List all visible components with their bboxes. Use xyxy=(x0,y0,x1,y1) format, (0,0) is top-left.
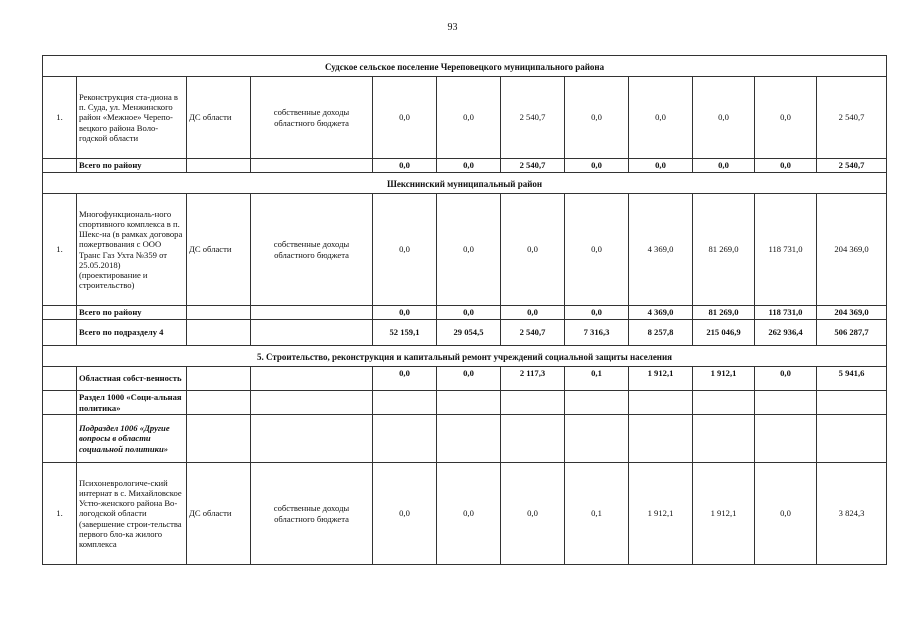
value-cell: 1 912,1 xyxy=(693,367,755,391)
section-header-social: 5. Строительство, реконструкция и капитальный ремонт учреждений социальной защиты населения xyxy=(43,346,887,367)
total-label: Всего по району xyxy=(77,306,187,320)
value-cell: 29 054,5 xyxy=(437,320,501,346)
value-cell: 0,0 xyxy=(437,463,501,565)
value-cell: 0,0 xyxy=(501,194,565,306)
value-cell: 0,1 xyxy=(565,367,629,391)
value-cell: 0,0 xyxy=(373,463,437,565)
value-cell: 0,0 xyxy=(373,367,437,391)
total-row xyxy=(43,159,887,173)
value-cell: 0,0 xyxy=(437,77,501,159)
value-cell: 0,0 xyxy=(629,77,693,159)
razdel-row xyxy=(43,391,887,415)
object-name: Многофункциональ-ного спортивного комплекса в п. Шекс-на (в рамках договора пожертвования с ООО Транс Газ Ухта №359 от 25.05.2018) (проектирование и строительство) xyxy=(77,194,187,306)
value-cell: 118 731,0 xyxy=(755,194,817,306)
value-cell: 262 936,4 xyxy=(755,320,817,346)
value-cell: 8 257,8 xyxy=(629,320,693,346)
funding-kind: собственные доходы областного бюджета xyxy=(251,194,373,306)
section-header-sheksna: Шекснинский муниципальный район xyxy=(43,173,887,194)
table-row xyxy=(43,463,887,565)
value-cell: 0,0 xyxy=(437,159,501,173)
podrazdel-label: Подраздел 1006 «Другие вопросы в области социальной политики» xyxy=(77,415,187,463)
funding-source: ДС области xyxy=(187,77,251,159)
podrazdel-row xyxy=(43,415,887,463)
value-cell: 81 269,0 xyxy=(693,194,755,306)
section-header-suda: Судское сельское поселение Череповецкого муниципального района xyxy=(43,56,887,77)
value-cell: 118 731,0 xyxy=(755,306,817,320)
table-row xyxy=(43,77,887,159)
value-cell: 0,1 xyxy=(565,463,629,565)
value-cell: 0,0 xyxy=(565,194,629,306)
value-cell: 1 912,1 xyxy=(693,463,755,565)
value-cell: 0,0 xyxy=(373,194,437,306)
value-cell: 2 540,7 xyxy=(817,77,887,159)
value-cell: 0,0 xyxy=(501,306,565,320)
value-cell: 7 316,3 xyxy=(565,320,629,346)
value-cell: 204 369,0 xyxy=(817,306,887,320)
value-cell: 5 941,6 xyxy=(817,367,887,391)
funding-source: ДС области xyxy=(187,463,251,565)
subsection-total-label: Всего по подразделу 4 xyxy=(77,320,187,346)
value-cell: 4 369,0 xyxy=(629,194,693,306)
value-cell: 0,0 xyxy=(373,159,437,173)
value-cell: 2 540,7 xyxy=(501,320,565,346)
value-cell: 2 540,7 xyxy=(501,159,565,173)
value-cell: 506 287,7 xyxy=(817,320,887,346)
row-index: 1. xyxy=(43,194,77,306)
table-row xyxy=(43,194,887,306)
value-cell: 0,0 xyxy=(755,463,817,565)
funding-kind: собственные доходы областного бюджета xyxy=(251,463,373,565)
value-cell: 0,0 xyxy=(565,306,629,320)
value-cell: 204 369,0 xyxy=(817,194,887,306)
razdel-label: Раздел 1000 «Соци-альная политика» xyxy=(77,391,187,415)
value-cell: 2 540,7 xyxy=(501,77,565,159)
funding-kind: собственные доходы областного бюджета xyxy=(251,77,373,159)
value-cell: 0,0 xyxy=(693,77,755,159)
value-cell: 0,0 xyxy=(373,77,437,159)
total-row xyxy=(43,306,887,320)
value-cell: 0,0 xyxy=(629,159,693,173)
object-name: Реконструкция ста-диона в п. Суда, ул. Менжинского район «Межное» Черепо-вецкого района Воло-годской области xyxy=(77,77,187,159)
row-index: 1. xyxy=(43,463,77,565)
value-cell: 0,0 xyxy=(373,306,437,320)
value-cell: 0,0 xyxy=(437,367,501,391)
value-cell: 2 540,7 xyxy=(817,159,887,173)
value-cell: 0,0 xyxy=(755,77,817,159)
value-cell: 4 369,0 xyxy=(629,306,693,320)
value-cell: 1 912,1 xyxy=(629,367,693,391)
value-cell: 0,0 xyxy=(755,159,817,173)
value-cell: 0,0 xyxy=(693,159,755,173)
page-number: 93 xyxy=(447,22,458,33)
value-cell: 0,0 xyxy=(501,463,565,565)
total-label: Всего по району xyxy=(77,159,187,173)
subsection-total-row xyxy=(43,320,887,346)
value-cell: 0,0 xyxy=(755,367,817,391)
value-cell: 2 117,3 xyxy=(501,367,565,391)
regional-property-row xyxy=(43,367,887,391)
value-cell: 0,0 xyxy=(437,194,501,306)
value-cell: 0,0 xyxy=(437,306,501,320)
value-cell: 81 269,0 xyxy=(693,306,755,320)
value-cell: 1 912,1 xyxy=(629,463,693,565)
row-index: 1. xyxy=(43,77,77,159)
value-cell: 0,0 xyxy=(565,159,629,173)
value-cell: 52 159,1 xyxy=(373,320,437,346)
object-name: Психоневрологиче-ский интернат в с. Михайловское Устю-женского района Во-логодской области (завершение строи-тельства первого бло-ка жилого комплекса xyxy=(77,463,187,565)
value-cell: 3 824,3 xyxy=(817,463,887,565)
value-cell: 0,0 xyxy=(565,77,629,159)
regional-property-label: Областная собст-венность xyxy=(77,367,187,391)
budget-table xyxy=(42,55,887,565)
value-cell: 215 046,9 xyxy=(693,320,755,346)
funding-source: ДС области xyxy=(187,194,251,306)
